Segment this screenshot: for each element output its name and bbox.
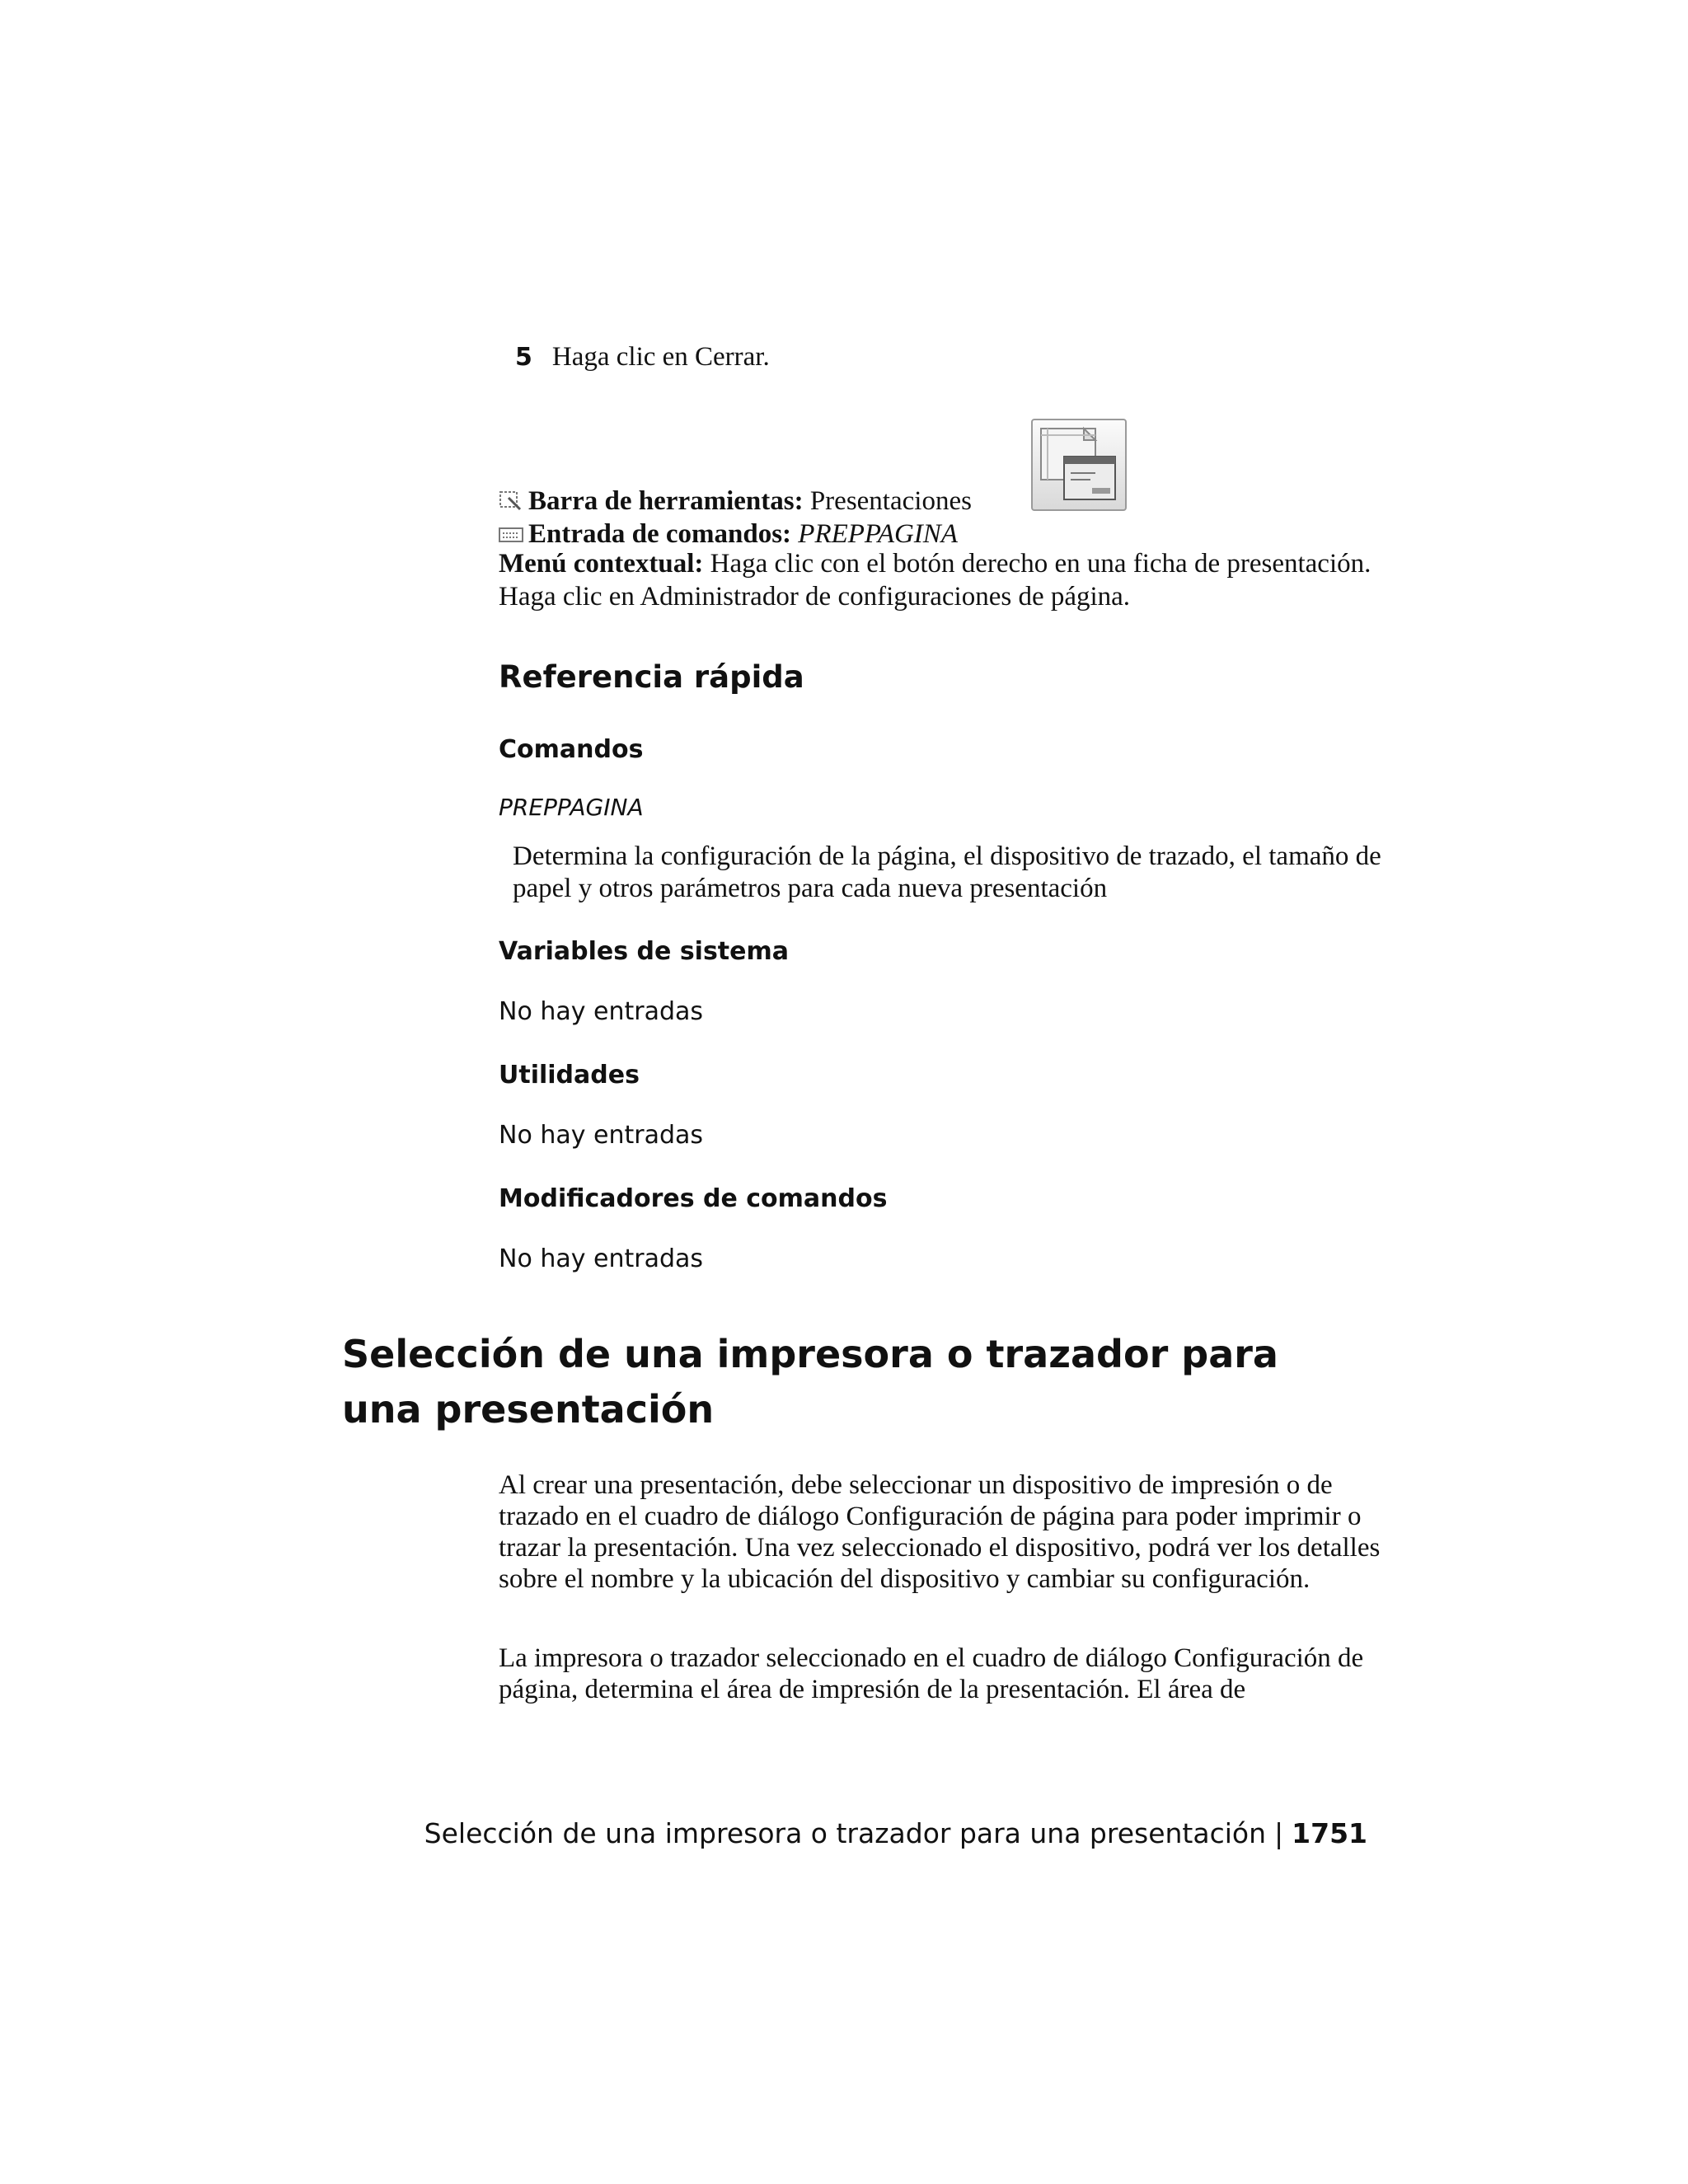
section-title: Selección de una impresora o trazador para una presentación <box>342 1332 1278 1432</box>
sysvars-text: No hay entradas <box>499 997 704 1026</box>
section-paragraph-2: La impresora o trazador seleccionado en el cuadro de diálogo Configuración de página, determina el área de impresión de la presentación. El área de <box>499 1643 1364 1704</box>
commands-heading: Comandos <box>499 735 644 764</box>
modifiers-heading: Modificadores de comandos <box>499 1184 888 1213</box>
utilities-heading: Utilidades <box>499 1061 640 1090</box>
command-description: Determina la configuración de la página, el dispositivo de trazado, el tamaño de papel y otros parámetros para cada nueva presentación <box>513 841 1381 903</box>
toolbar-access-line <box>499 486 972 518</box>
menu-label: Menú contextual: <box>499 549 704 579</box>
step-text: Haga clic en Cerrar. <box>551 342 770 372</box>
page-footer <box>424 1817 1367 1849</box>
toolbar-value: Presentaciones <box>809 486 972 516</box>
sysvars-heading: Variables de sistema <box>499 937 790 966</box>
footer-title: Selección de una impresora o trazador para una presentación <box>424 1817 1267 1849</box>
quickref-title: Referencia rápida <box>499 659 804 695</box>
toolbar-icon <box>499 488 523 518</box>
step-5 <box>515 342 770 373</box>
command-value: PREPPAGINA <box>798 519 958 549</box>
footer-separator: | <box>1274 1817 1284 1849</box>
command-label: Entrada de comandos: <box>528 519 792 549</box>
step-number: 5 <box>515 343 532 372</box>
page-setup-icon <box>1031 419 1127 511</box>
page-number: 1751 <box>1292 1817 1367 1849</box>
command-name: PREPPAGINA <box>499 794 644 821</box>
section-paragraph-1: Al crear una presentación, debe seleccionar un dispositivo de impresión o de trazado en el cuadro de diálogo Configuración de página para poder imprimir o trazar la presentación. Una vez seleccionado el dispositivo, podrá ver los detalles sobre el nombre y la ubicación del dispositivo y cambiar su configuración. <box>499 1470 1381 1594</box>
context-menu-access <box>499 547 1372 613</box>
modifiers-text: No hay entradas <box>499 1244 704 1273</box>
menu-value: Haga clic con el botón derecho en una ficha de presentación. Haga clic en Administrador de configuraciones de página. <box>499 549 1372 612</box>
toolbar-label: Barra de herramientas: <box>528 486 804 516</box>
utilities-text: No hay entradas <box>499 1121 704 1150</box>
